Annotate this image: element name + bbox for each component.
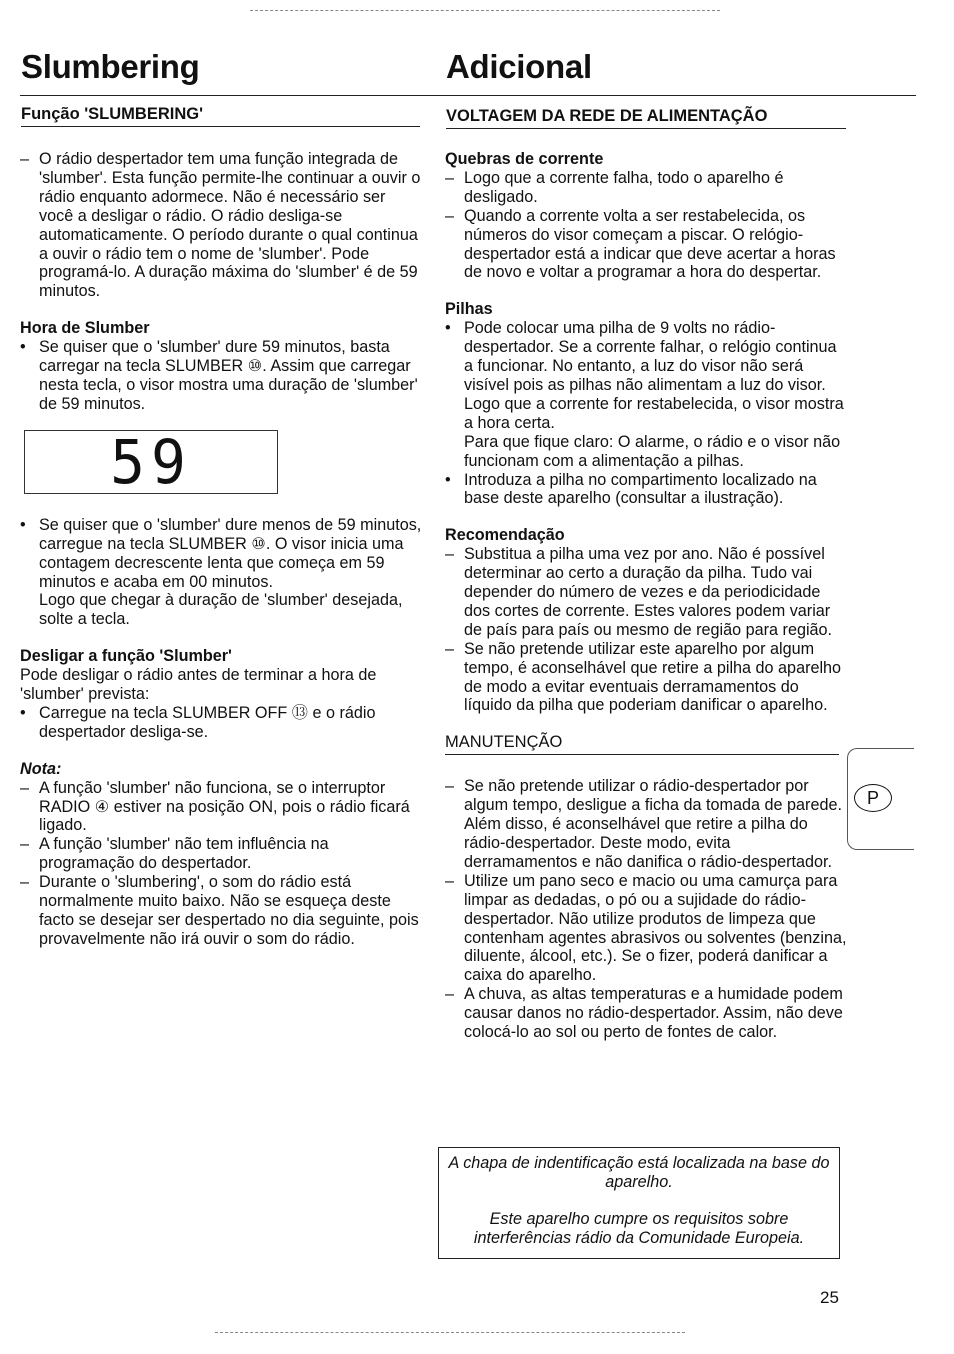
dash-marker: – [445, 639, 455, 658]
recomendacao-heading: Recomendação [445, 526, 565, 545]
page-title-left: Slumbering [21, 48, 200, 85]
right-column [445, 150, 847, 1042]
dash-marker: – [445, 168, 455, 187]
scan-artifact-bottom [215, 1332, 685, 1333]
nota-item [20, 873, 422, 949]
dash-marker: – [20, 835, 30, 854]
manutencao-item-text: A chuva, as altas temperaturas e a humidade podem causar danos no rádio-despertador. Assim, não deve colocá-lo ao sol ou perto de fontes de calor. [464, 985, 843, 1042]
hora-bullet-2-continuation: Logo que chegar à duração de 'slumber' desejada, solte a tecla. [39, 591, 403, 629]
nota-item-text: A função 'slumber' não funciona, se o interruptor RADIO ④ estiver na posição ON, pois o rádio ficará ligado. [39, 778, 410, 835]
bullet-marker: • [445, 319, 451, 338]
title-rule [20, 95, 916, 96]
left-column [20, 150, 422, 949]
nota-heading: Nota: [20, 759, 62, 778]
manutencao-item [445, 985, 847, 1042]
desligar-bullet [20, 704, 422, 742]
manutencao-item [445, 777, 847, 872]
pilhas-bullet-1 [445, 319, 847, 470]
pilhas-bullet-2-text: Introduza a pilha no compartimento localizado na base deste aparelho (consultar a ilustração). [464, 470, 817, 508]
hora-bullet-2-text: Se quiser que o 'slumber' dure menos de 59 minutos, carregue na tecla SLUMBER ⑩. O visor inicia uma contagem decrescente lenta que começa em 59 minutos e acaba em 00 minutos. [39, 515, 422, 591]
desligar-text: Pode desligar o rádio antes de terminar a hora de 'slumber' prevista: [20, 666, 377, 704]
pilhas-bullet-1-text: Pode colocar uma pilha de 9 volts no rádio-despertador. Se a corrente falhar, o relógio continua a funcionar. No entanto, a luz do visor não será visível pois as pilhas não alimentam a luz do visor. Logo que a corrente for restabelecida, o visor mostra a hora certa. [464, 319, 844, 432]
dash-marker: – [445, 871, 455, 890]
quebras-item [445, 169, 847, 207]
manutencao-title: MANUTENÇÃO [445, 733, 839, 755]
bullet-marker: • [445, 470, 451, 489]
desligar-heading: Desligar a função 'Slumber' [20, 647, 232, 666]
scan-artifact-top [250, 10, 720, 11]
recomendacao-item-text: Se não pretende utilizar este aparelho por algum tempo, é aconselhável que retire a pilha do aparelho de modo a evitar eventuais derramamentos do líquido da pilha que poderiam danificar o aparelho. [464, 639, 842, 715]
note-line-2: Este aparelho cumpre os requisitos sobre interferências rádio da Comunidade Europeia. [473, 1210, 805, 1247]
hora-heading: Hora de Slumber [20, 319, 150, 338]
pilhas-bullet-1-continuation: Para que fique claro: O alarme, o rádio e o visor não funcionam com a alimentação a pilhas. [464, 432, 841, 470]
dash-marker: – [445, 985, 455, 1004]
recomendacao-item-text: Substitua a pilha uma vez por ano. Não é possível determinar ao certo a duração da pilha. Tudo vai depender do número de vezes e da periodicidade dos cortes de corrente. Estes valores podem variar de país para país ou mesmo de região para região. [464, 545, 833, 639]
hora-bullet-2 [20, 516, 422, 629]
intro-paragraph [20, 150, 422, 301]
intro-text: O rádio despertador tem uma função integrada de 'slumber'. Esta função permite-lhe continuar a ouvir o rádio enquanto adormece. Não é necessário ser você a desligar o rádio. O rádio desliga-se automaticamente. O período durante o qual continua a ouvir o rádio tem o nome de 'slumber'. Pode programá-lo. A duração máxima do 'slumber' é de 59 minutos. [39, 150, 421, 301]
quebras-item-text: Quando a corrente volta a ser restabelecida, os números do visor começam a piscar. O relógio-despertador está a indicar que deve acertar a horas de novo e voltar a programar a hora do despertar. [464, 206, 836, 282]
nota-item [20, 779, 422, 836]
lcd-display-illustration [24, 426, 278, 498]
bullet-marker: • [20, 515, 26, 534]
hora-bullet-1-text: Se quiser que o 'slumber' dure 59 minutos, basta carregar na tecla SLUMBER ⑩. Assim que carregar nesta tecla, o visor mostra uma duração de 'slumber' de 59 minutos. [39, 338, 418, 413]
page-title-right: Adicional [446, 48, 592, 85]
bullet-marker: • [20, 338, 26, 357]
dash-marker: – [445, 206, 455, 225]
nota-item-text: A função 'slumber' não tem influência na programação do despertador. [39, 835, 329, 873]
recomendacao-item [445, 545, 847, 640]
dash-marker: – [445, 777, 455, 796]
language-badge: P [854, 784, 892, 812]
identification-note-box [438, 1147, 840, 1259]
page-number: 25 [820, 1288, 839, 1307]
dash-marker: – [20, 873, 30, 892]
manutencao-item-text: Se não pretende utilizar o rádio-despertador por algum tempo, desligue a ficha da tomada de parede. Além disso, é aconselhável que retire a pilha do rádio-despertador. Deste modo, evita derramamentos e não danifica o rádio-despertador. [464, 777, 842, 871]
dash-marker: – [20, 778, 30, 797]
dash-marker: – [20, 150, 30, 168]
quebras-heading: Quebras de corrente [445, 150, 604, 168]
manutencao-item-text: Utilize um pano seco e macio ou uma camurça para limpar as dedadas, o pó ou a sujidade do rádio-despertador. Não utilize produtos de limpeza que contenham agentes abrasivos ou solventes (benzina, diluente, álcool, etc.). Se o fizer, poderá danificar a caixa do aparelho. [464, 871, 847, 985]
nota-item-text: Durante o 'slumbering', o som do rádio está normalmente muito baixo. Não se esqueça deste facto se desejar ser despertado no dia seguinte, pois provavelmente não irá ouvir o som do rádio. [39, 873, 419, 948]
quebras-item [445, 207, 847, 283]
desligar-bullet-text: Carregue na tecla SLUMBER OFF ⑬ e o rádio despertador desliga-se. [39, 703, 376, 741]
bullet-marker: • [20, 703, 26, 722]
recomendacao-item [445, 640, 847, 716]
quebras-item-text: Logo que a corrente falha, todo o aparelho é desligado. [464, 168, 784, 206]
section-title-slumbering: Função 'SLUMBERING' [21, 105, 420, 127]
note-line-1: A chapa de indentificação está localizada na base do aparelho. [448, 1154, 830, 1191]
manutencao-item [445, 872, 847, 985]
section-title-voltagem: VOLTAGEM DA REDE DE ALIMENTAÇÃO [446, 107, 846, 129]
pilhas-heading: Pilhas [445, 300, 493, 319]
lcd-digits: 59 [110, 426, 192, 498]
pilhas-bullet-2 [445, 471, 847, 509]
dash-marker: – [445, 545, 455, 564]
nota-item [20, 835, 422, 873]
hora-bullet-1 [20, 338, 422, 414]
